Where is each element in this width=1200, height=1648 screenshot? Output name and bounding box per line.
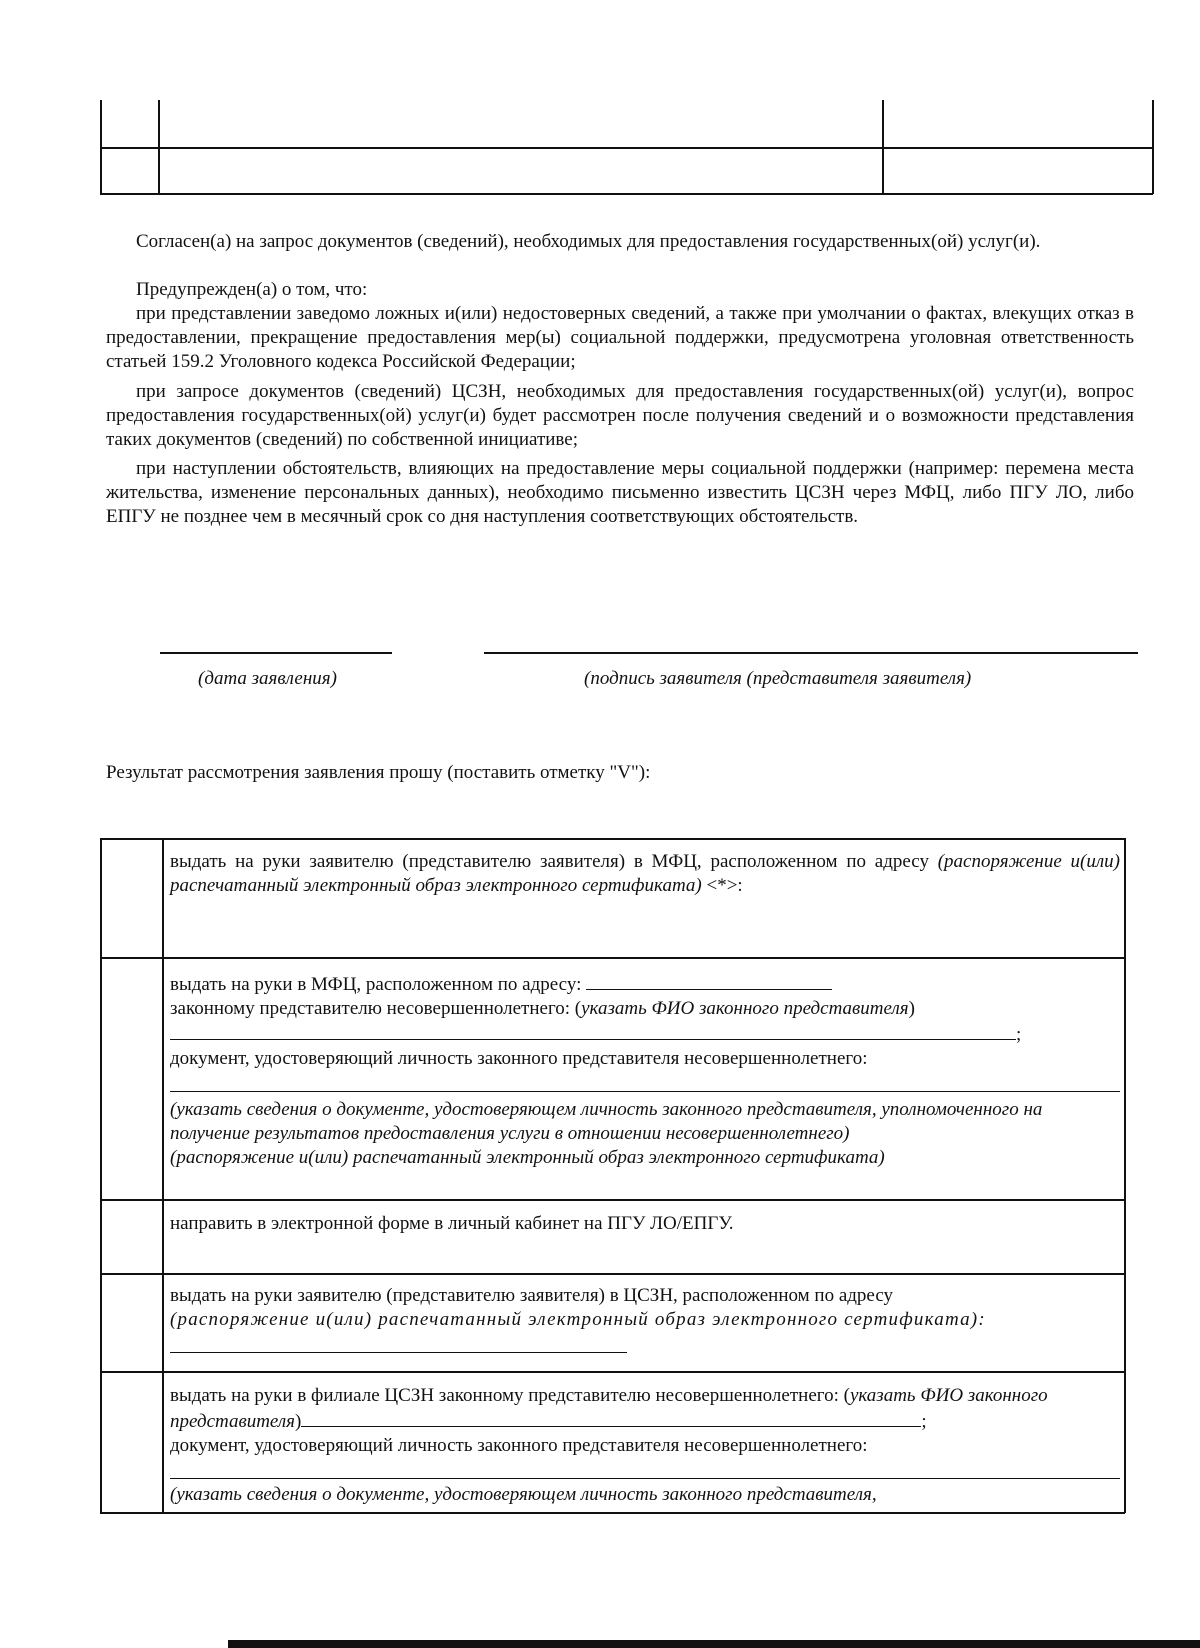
option-2-doc-field[interactable]	[170, 1071, 1120, 1092]
option-1-note: (распоряжение и(или) распечатанный электронный образ электронного сертификата)	[170, 851, 1121, 896]
result-heading: Результат рассмотрения заявления прошу (поставить отметку "V"):	[106, 762, 651, 783]
option-2-note: (распоряжение и(или) распечатанный электронный образ электронного сертификата)	[170, 1147, 885, 1168]
option-4-text: выдать на руки заявителю (представителю заявителя) в ЦСЗН, расположенном по адресу	[170, 1285, 894, 1306]
option-5-doc-label: документ, удостоверяющий личность законного представителя несовершеннолетнего:	[170, 1435, 868, 1456]
option-4-checkbox[interactable]	[102, 1275, 161, 1370]
option-2-rep-label: законному представителю несовершеннолетнего: (	[170, 998, 582, 1019]
option-5-doc-field[interactable]	[170, 1458, 1120, 1479]
option-2	[170, 971, 1120, 1170]
option-2-rep-close: )	[908, 998, 915, 1019]
option-2-doc-label: документ, удостоверяющий личность законного представителя несовершеннолетнего:	[170, 1048, 868, 1069]
option-2-fio-field[interactable]	[170, 1021, 1016, 1040]
warning-item-1: при представлении заведомо ложных и(или) недостоверных сведений, а также при умолчании о фактах, влекущих отказ в предоставлении, прекращение предоставления мер(ы) социальной поддержки, предусмотрена уголовная ответственность статьей 159.2 Уголовного кодекса Российской Федерации;	[106, 303, 1134, 372]
option-4-note: (распоряжение и(или) распечатанный электронный образ электронного сертификата):	[170, 1309, 986, 1330]
option-2-doc-hint: (указать сведения о документе, удостоверяющем личность законного представителя, уполномоченного на получение результатов предоставления услуги в отношении несовершеннолетнего)	[170, 1099, 1043, 1144]
option-1	[170, 850, 1120, 898]
warning-item-2: при запросе документов (сведений) ЦСЗН, необходимых для предоставления государственных(ой) услуг(и), вопрос предоставления государственных(ой) услуг(и) будет рассмотрен после получения сведений и о возможности представления таких документов (сведений) по собственной инициативе;	[106, 381, 1134, 450]
signature-caption: (подпись заявителя (представителя заявителя)	[584, 668, 972, 689]
option-2-address-field[interactable]	[586, 971, 832, 990]
option-5	[170, 1384, 1120, 1507]
date-line	[160, 652, 392, 654]
option-3-checkbox[interactable]	[102, 1201, 161, 1272]
option-2-checkbox[interactable]	[102, 959, 161, 1198]
option-5-semicolon: ;	[921, 1411, 927, 1432]
option-2-semicolon: ;	[1016, 1024, 1022, 1045]
option-1-text: выдать на руки заявителю (представителю заявителя) в МФЦ, расположенном по адресу	[170, 851, 929, 872]
option-1-checkbox[interactable]	[102, 840, 161, 956]
option-5-rep-hint: указать ФИО законного представителя	[170, 1385, 1048, 1432]
option-4	[170, 1284, 1120, 1353]
signature-line	[484, 652, 1138, 654]
scan-edge	[228, 1640, 1200, 1648]
option-5-checkbox[interactable]	[102, 1373, 161, 1511]
option-5-doc-hint: (указать сведения о документе, удостоверяющем личность законного представителя,	[170, 1484, 877, 1505]
option-1-footnote: <*>:	[701, 875, 743, 896]
option-5-text: выдать на руки в филиале ЦСЗН законному представителю несовершеннолетнего: (	[170, 1385, 850, 1406]
option-5-fio-field[interactable]	[301, 1408, 921, 1427]
option-4-address-field[interactable]	[170, 1332, 627, 1353]
option-2-rep-hint: указать ФИО законного представителя	[581, 998, 909, 1019]
consent-text: Согласен(а) на запрос документов (сведений), необходимых для предоставления государственных(ой) услуг(и).	[136, 231, 1041, 252]
option-3: направить в электронной форме в личный кабинет на ПГУ ЛО/ЕПГУ.	[170, 1213, 734, 1234]
warning-item-3: при наступлении обстоятельств, влияющих на предоставление меры социальной поддержки (например: перемена места жительства, изменение персональных данных), необходимо письменно известить ЦСЗН через МФЦ, либо ПГУ ЛО, либо ЕПГУ не позднее чем в месячный срок со дня наступления соответствующих обстоятельств.	[106, 458, 1134, 527]
date-caption: (дата заявления)	[198, 668, 337, 689]
option-2-text: выдать на руки в МФЦ, расположенном по адресу:	[170, 974, 587, 995]
warned-text: Предупрежден(а) о том, что:	[136, 279, 368, 300]
option-5-rep-close: )	[295, 1411, 302, 1432]
